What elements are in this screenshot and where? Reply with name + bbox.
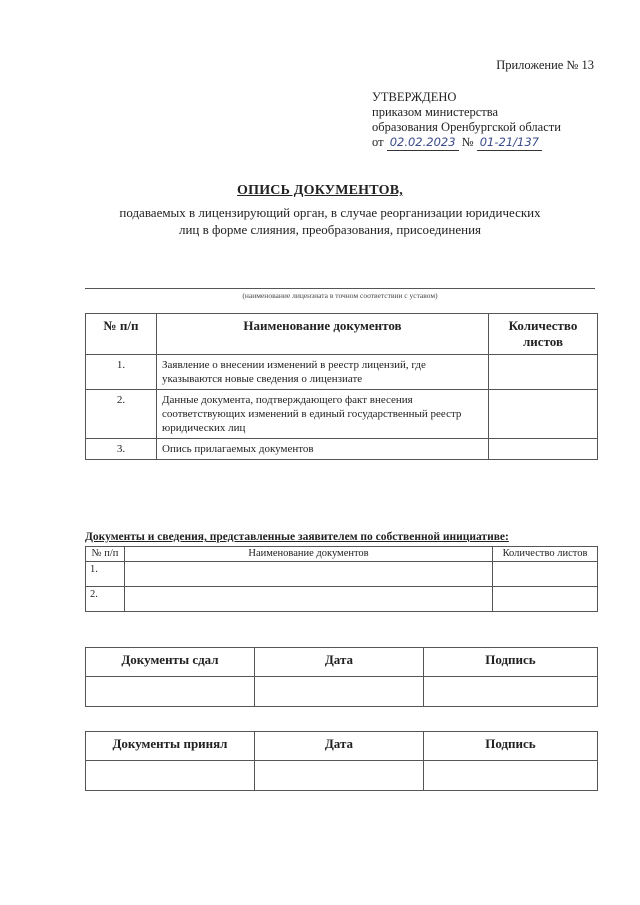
handed-by-cell xyxy=(86,677,255,707)
approval-from-label: от xyxy=(372,135,384,149)
header-number: № п/п xyxy=(86,547,125,562)
table-row xyxy=(86,439,598,460)
approval-number-label: № xyxy=(461,135,474,149)
table-header-row xyxy=(86,732,598,761)
row-quantity xyxy=(489,355,598,390)
row-quantity xyxy=(489,390,598,439)
licensee-hint: (наименование лицензиата в точном соответствии с уставом) xyxy=(242,291,438,300)
table-header-row xyxy=(86,648,598,677)
initiative-table xyxy=(85,546,598,612)
header-date: Дата xyxy=(254,732,423,761)
row-name: Заявление о внесении изменений в реестр лицензий, где указываются новые сведения о лицензиате xyxy=(157,355,489,390)
row-quantity xyxy=(493,562,598,587)
table-row xyxy=(86,677,598,707)
table-header-row xyxy=(86,547,598,562)
row-number: 1. xyxy=(86,562,125,587)
row-number: 1. xyxy=(86,355,157,390)
approval-line-2: приказом министерства xyxy=(372,105,499,119)
row-number: 3. xyxy=(86,439,157,460)
table-row xyxy=(86,761,598,791)
header-received-by: Документы принял xyxy=(86,732,255,761)
approval-line-1: УТВЕРЖДЕНО xyxy=(372,90,457,104)
table-row xyxy=(86,587,598,612)
row-name xyxy=(125,587,493,612)
row-name xyxy=(125,562,493,587)
header-date: Дата xyxy=(254,648,423,677)
received-table xyxy=(85,731,598,791)
signature-cell xyxy=(423,761,597,791)
approval-line-3: образования Оренбургской области xyxy=(372,120,561,134)
date-cell xyxy=(254,761,423,791)
subtitle-line-1: подаваемых в лицензирующий орган, в случае реорганизации юридических xyxy=(119,205,541,220)
received-by-cell xyxy=(86,761,255,791)
document-subtitle xyxy=(80,204,580,238)
approval-date: 02.02.2023 xyxy=(387,135,459,151)
row-number: 2. xyxy=(86,390,157,439)
header-signature: Подпись xyxy=(423,648,597,677)
document-title: ОПИСЬ ДОКУМЕНТОВ, xyxy=(237,183,403,198)
row-quantity xyxy=(493,587,598,612)
appendix-label: Приложение № 13 xyxy=(496,58,594,72)
row-quantity xyxy=(489,439,598,460)
handed-over-table xyxy=(85,647,598,707)
licensee-name-line xyxy=(85,288,595,289)
approval-date-line xyxy=(372,135,561,151)
signature-cell xyxy=(423,677,597,707)
header-handed-by: Документы сдал xyxy=(86,648,255,677)
date-cell xyxy=(254,677,423,707)
header-quantity: Количество листов xyxy=(489,314,598,355)
approval-block xyxy=(372,90,561,151)
table-row xyxy=(86,562,598,587)
initiative-heading: Документы и сведения, представленные заявителем по собственной инициативе: xyxy=(85,531,509,543)
header-signature: Подпись xyxy=(423,732,597,761)
subtitle-line-2: лиц в форме слияния, преобразования, присоединения xyxy=(178,222,482,237)
table-row xyxy=(86,390,598,439)
header-quantity: Количество листов xyxy=(493,547,598,562)
header-name: Наименование документов xyxy=(125,547,493,562)
documents-table xyxy=(85,313,598,460)
row-name: Опись прилагаемых документов xyxy=(157,439,489,460)
table-header-row xyxy=(86,314,598,355)
row-number: 2. xyxy=(86,587,125,612)
row-name: Данные документа, подтверждающего факт внесения соответствующих изменений в единый государственный реестр юридических лиц xyxy=(157,390,489,439)
table-row xyxy=(86,355,598,390)
approval-number: 01-21/137 xyxy=(477,135,542,151)
header-name: Наименование документов xyxy=(157,314,489,355)
header-number: № п/п xyxy=(86,314,157,355)
